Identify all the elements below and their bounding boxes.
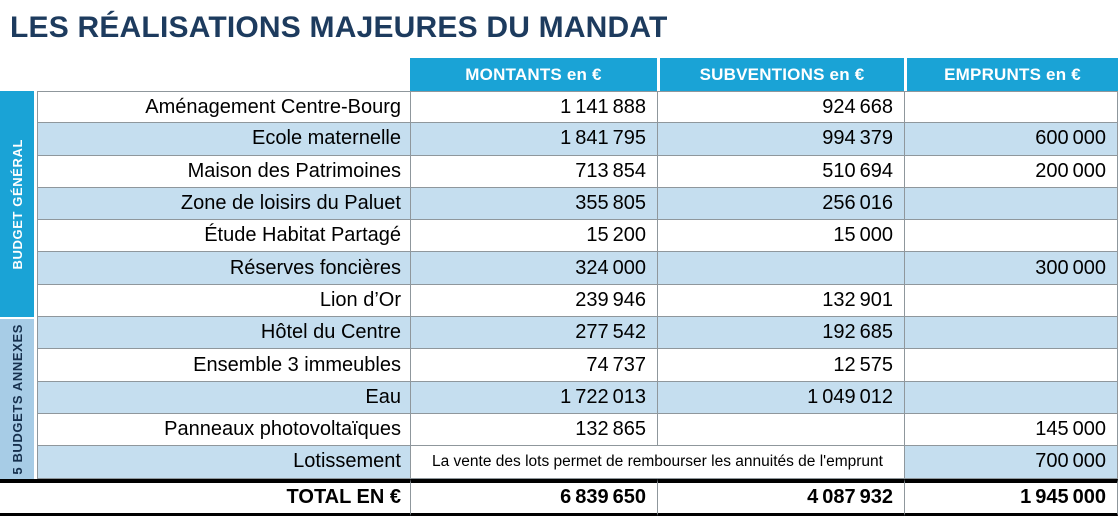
row-4-label: Étude Habitat Partagé (37, 220, 410, 252)
row-5-emprunts: 300 000 (904, 252, 1118, 284)
row-8-subventions: 12 575 (657, 349, 904, 381)
row-10-emprunts: 145 000 (904, 414, 1118, 446)
row-3-label: Zone de loisirs du Paluet (37, 188, 410, 220)
row-7-label: Hôtel du Centre (37, 317, 410, 349)
row-5-subventions (657, 252, 904, 284)
total-montants: 6 839 650 (410, 479, 657, 516)
row-2-montants: 713 854 (410, 156, 657, 188)
budget-table (0, 58, 1118, 516)
row-8-emprunts (904, 349, 1118, 381)
column-header-emprunts: EMPRUNTS en € (904, 58, 1118, 91)
row-1-montants: 1 841 795 (410, 123, 657, 155)
row-7-montants: 277 542 (410, 317, 657, 349)
group-label-budget-general-text: BUDGET GÉNÉRAL (9, 138, 25, 270)
row-6-subventions: 132 901 (657, 285, 904, 317)
row-0-label: Aménagement Centre-Bourg (37, 91, 410, 123)
group-label-budgets-annexes-text: 5 BUDGETS ANNEXES (9, 323, 25, 475)
row-0-subventions: 924 668 (657, 91, 904, 123)
row-6-label: Lion d’Or (37, 285, 410, 317)
header-corner-spacer (0, 58, 410, 91)
row-0-montants: 1 141 888 (410, 91, 657, 123)
row-0-emprunts (904, 91, 1118, 123)
total-subventions: 4 087 932 (657, 479, 904, 516)
row-8-label: Ensemble 3 immeubles (37, 349, 410, 381)
total-emprunts: 1 945 000 (904, 479, 1118, 516)
row-6-emprunts (904, 285, 1118, 317)
row-11-emprunts: 700 000 (904, 446, 1118, 478)
page-title: LES RÉALISATIONS MAJEURES DU MANDAT (10, 11, 668, 44)
row-11-note: La vente des lots permet de rembourser les annuités de l'emprunt (410, 446, 904, 478)
row-2-label: Maison des Patrimoines (37, 156, 410, 188)
row-5-montants: 324 000 (410, 252, 657, 284)
row-3-subventions: 256 016 (657, 188, 904, 220)
row-2-subventions: 510 694 (657, 156, 904, 188)
row-10-montants: 132 865 (410, 414, 657, 446)
row-7-emprunts (904, 317, 1118, 349)
total-label: TOTAL EN € (0, 479, 410, 516)
row-9-montants: 1 722 013 (410, 382, 657, 414)
row-9-label: Eau (37, 382, 410, 414)
row-3-emprunts (904, 188, 1118, 220)
column-header-montants: MONTANTS en € (410, 58, 657, 91)
row-8-montants: 74 737 (410, 349, 657, 381)
row-1-label: Ecole maternelle (37, 123, 410, 155)
group-label-budgets-annexes (0, 317, 37, 478)
row-1-subventions: 994 379 (657, 123, 904, 155)
row-10-label: Panneaux photovoltaïques (37, 414, 410, 446)
row-9-emprunts (904, 382, 1118, 414)
row-4-emprunts (904, 220, 1118, 252)
column-header-subventions: SUBVENTIONS en € (657, 58, 904, 91)
row-1-emprunts: 600 000 (904, 123, 1118, 155)
row-10-subventions (657, 414, 904, 446)
row-4-montants: 15 200 (410, 220, 657, 252)
row-4-subventions: 15 000 (657, 220, 904, 252)
row-6-montants: 239 946 (410, 285, 657, 317)
group-label-budget-general (0, 91, 37, 317)
row-11-label: Lotissement (37, 446, 410, 478)
row-7-subventions: 192 685 (657, 317, 904, 349)
row-2-emprunts: 200 000 (904, 156, 1118, 188)
row-5-label: Réserves foncières (37, 252, 410, 284)
row-9-subventions: 1 049 012 (657, 382, 904, 414)
row-3-montants: 355 805 (410, 188, 657, 220)
